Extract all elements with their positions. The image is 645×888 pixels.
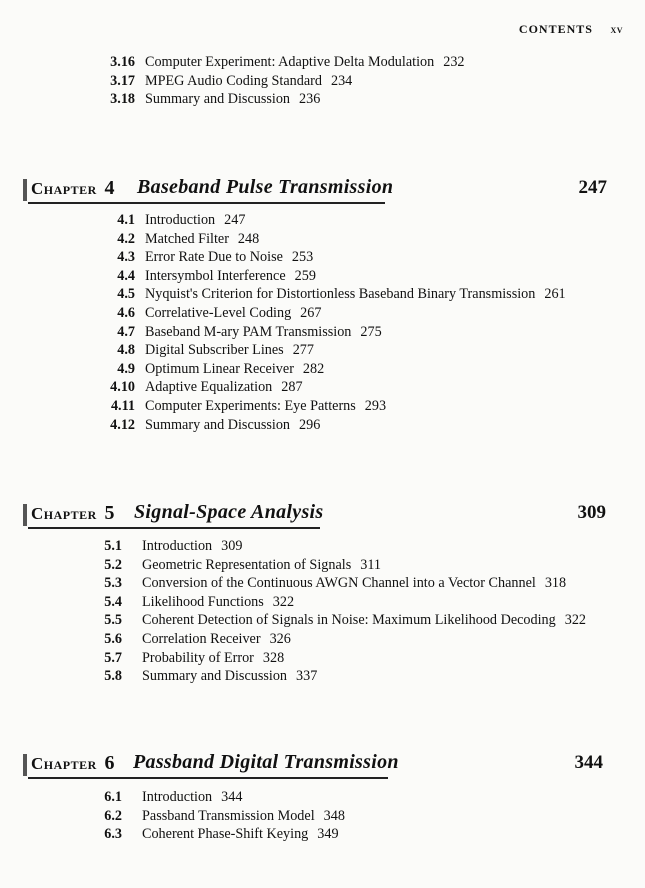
section-number: 5.4: [104, 593, 122, 610]
section-page: 348: [323, 807, 345, 824]
section-number: 5.6: [104, 630, 122, 647]
chapter-label: Chapter 6: [31, 752, 116, 774]
section-title: Adaptive Equalization: [145, 379, 273, 396]
toc-entry[interactable]: [0, 90, 645, 109]
section-number: 5.3: [104, 575, 122, 592]
section-title: Likelihood Functions: [142, 593, 264, 610]
toc-entry[interactable]: [0, 397, 645, 416]
section-title: Passband Transmission Model: [142, 807, 315, 824]
chapter-heading-5[interactable]: [0, 500, 645, 532]
section-page: 267: [300, 304, 322, 321]
section-title: Summary and Discussion: [145, 91, 291, 108]
chapter-label: Chapter 5: [31, 502, 116, 524]
section-number: 5.1: [104, 538, 122, 554]
section-title: Digital Subscriber Lines: [145, 342, 284, 359]
section-page: 311: [360, 556, 381, 573]
section-number: 4.1: [117, 212, 135, 228]
chapter-heading-6[interactable]: [0, 750, 645, 782]
section-number: 6.2: [104, 807, 122, 824]
section-title: Summary and Discussion: [142, 668, 288, 685]
section-title: Matched Filter: [145, 230, 229, 247]
toc-entry[interactable]: [0, 825, 645, 844]
section-number: 6.1: [104, 789, 122, 805]
chapter-title: Signal-Space Analysis: [134, 501, 324, 523]
chapter-page: 309: [577, 502, 606, 523]
section-page: 261: [544, 286, 566, 303]
toc-entry[interactable]: [0, 788, 645, 807]
section-title: Introduction: [142, 789, 213, 805]
section-page: 318: [544, 575, 567, 592]
chapter-marker-bar: [23, 754, 27, 776]
chapter-marker-bar: [23, 504, 27, 526]
section-number: 6.3: [104, 826, 122, 843]
toc-entry[interactable]: [0, 230, 645, 249]
toc-entry[interactable]: [0, 378, 645, 397]
section-title: Computer Experiments: Eye Patterns: [145, 397, 356, 414]
section-page: 275: [360, 323, 382, 340]
section-title: Introduction: [142, 538, 213, 554]
section-title: Intersymbol Interference: [145, 267, 286, 284]
section-page: 337: [296, 668, 318, 685]
toc-entry[interactable]: [0, 248, 645, 267]
section-page: 344: [221, 789, 243, 805]
section-title: Conversion of the Continuous AWGN Channel into a Vector Channel: [142, 575, 536, 592]
section-page: 326: [269, 630, 291, 647]
header-section-title: CONTENTS: [518, 22, 593, 36]
section-title: Error Rate Due to Noise: [145, 249, 283, 266]
section-number: 4.3: [117, 249, 135, 266]
toc-entry[interactable]: [0, 53, 645, 72]
chapter-number: 4: [104, 177, 116, 199]
section-title: Correlative-Level Coding: [145, 304, 292, 321]
section-number: 5.7: [104, 649, 122, 666]
section-page: 232: [443, 54, 465, 70]
chapter-label: Chapter 4: [31, 177, 116, 199]
section-title: MPEG Audio Coding Standard: [145, 72, 322, 89]
chapter-5-entry-list: [0, 537, 645, 686]
chapter-number: 5: [104, 502, 116, 524]
chapter-underline: [28, 777, 388, 779]
section-title: Baseband M-ary PAM Transmission: [145, 323, 352, 340]
section-number: 5.2: [104, 556, 122, 573]
chapter-heading-4[interactable]: [0, 175, 645, 207]
section-title: Nyquist's Criterion for Distortionless Baseband Binary Transmission: [145, 286, 536, 303]
section-title: Coherent Phase-Shift Keying: [142, 826, 309, 843]
section-page: 322: [564, 612, 587, 629]
toc-entry[interactable]: [0, 360, 645, 379]
section-number: 3.18: [110, 91, 135, 108]
section-title: Optimum Linear Receiver: [145, 360, 294, 377]
section-number: 4.12: [110, 416, 135, 433]
section-number: 4.5: [117, 286, 135, 303]
toc-entry[interactable]: [0, 537, 645, 556]
section-number: 4.2: [117, 230, 135, 247]
section-page: 277: [292, 342, 314, 359]
toc-entry[interactable]: [0, 556, 645, 575]
section-page: 322: [272, 593, 295, 610]
section-number: 4.8: [117, 342, 135, 359]
section-page: 259: [294, 267, 316, 284]
section-number: 4.7: [117, 323, 135, 340]
section-page: 253: [291, 249, 314, 266]
chapter-page: 247: [578, 177, 607, 198]
toc-entry[interactable]: [0, 807, 645, 826]
section-title: Introduction: [145, 212, 216, 228]
toc-entry[interactable]: [0, 667, 645, 686]
section-title: Geometric Representation of Signals: [142, 556, 352, 573]
toc-entry[interactable]: [0, 593, 645, 612]
section-number: 4.4: [117, 267, 135, 284]
section-page: 248: [237, 230, 260, 247]
toc-entry[interactable]: [0, 211, 645, 230]
chapter-underline: [28, 202, 385, 204]
section-page: 282: [302, 360, 325, 377]
running-header: [519, 22, 623, 37]
toc-entry[interactable]: [0, 649, 645, 668]
chapter-number: 6: [104, 752, 116, 774]
section-number: 5.8: [104, 668, 122, 685]
section-page: 234: [330, 72, 353, 89]
section-page: 287: [281, 379, 303, 396]
section-number: 3.16: [110, 54, 135, 70]
section-page: 309: [221, 538, 243, 554]
section-number: 4.9: [117, 360, 135, 377]
chapter-6-entry-list: [0, 788, 645, 844]
toc-entry[interactable]: [0, 416, 645, 435]
section-title: Computer Experiment: Adaptive Delta Modulation: [145, 54, 435, 70]
section-title: Summary and Discussion: [145, 416, 291, 433]
section-number: 4.6: [117, 304, 135, 321]
toc-entry[interactable]: [0, 72, 645, 91]
section-page: 236: [299, 91, 321, 108]
section-title: Probability of Error: [142, 649, 254, 666]
toc-entry[interactable]: [0, 611, 645, 630]
toc-entry[interactable]: [0, 267, 645, 286]
toc-entry[interactable]: [0, 630, 645, 649]
chapter-marker-bar: [23, 179, 27, 201]
section-number: 5.5: [104, 612, 122, 629]
toc-entry[interactable]: [0, 285, 645, 304]
section-number: 3.17: [110, 72, 135, 89]
toc-entry[interactable]: [0, 323, 645, 342]
section-page: 247: [224, 212, 246, 228]
section-page: 349: [317, 826, 339, 843]
toc-entry[interactable]: [0, 304, 645, 323]
chapter-title: Baseband Pulse Transmission: [137, 176, 394, 198]
toc-entry[interactable]: [0, 341, 645, 360]
chapter-4-entry-list: [0, 211, 645, 434]
section-title: Correlation Receiver: [142, 630, 261, 647]
section-page: 296: [299, 416, 321, 433]
section-page: 293: [364, 397, 387, 414]
section-title: Coherent Detection of Signals in Noise: Maximum Likelihood Decoding: [142, 612, 556, 629]
chapter-page: 344: [574, 752, 603, 773]
section-page: 328: [262, 649, 285, 666]
chapter-title: Passband Digital Transmission: [133, 751, 399, 773]
section-number: 4.11: [110, 397, 135, 414]
header-page-number: xv: [610, 22, 623, 36]
section-number: 4.10: [110, 379, 135, 396]
carryover-entry-list: [0, 53, 645, 109]
toc-entry[interactable]: [0, 574, 645, 593]
chapter-underline: [28, 527, 320, 529]
